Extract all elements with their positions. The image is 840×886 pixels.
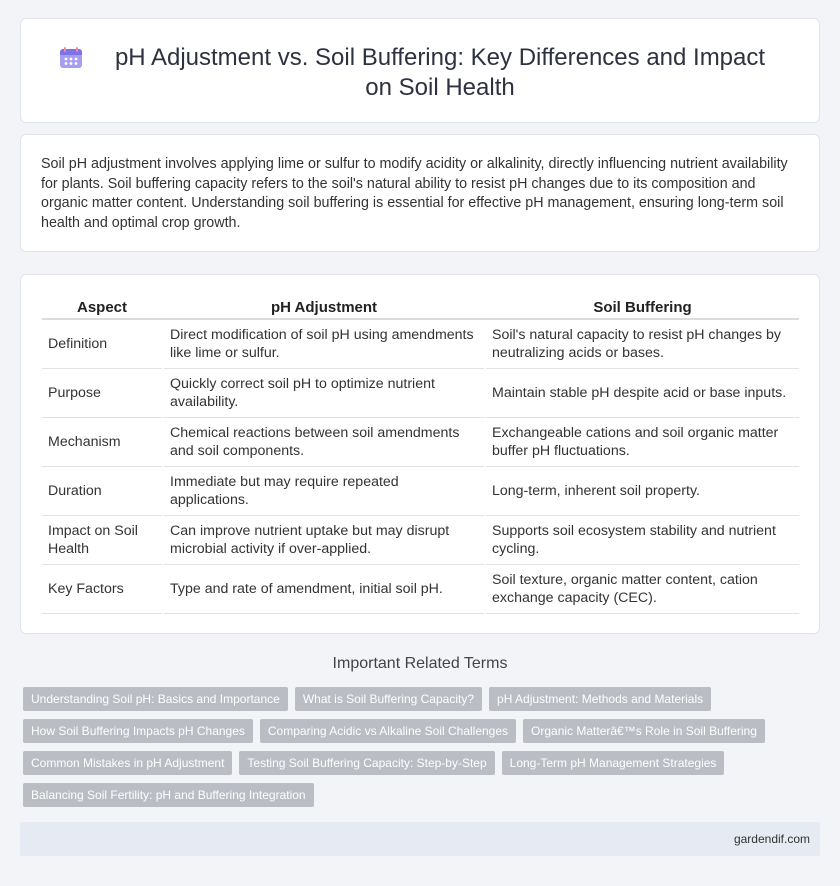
related-terms-heading: Important Related Terms <box>332 655 508 672</box>
table-row <box>42 319 799 369</box>
related-term-link[interactable]: Comparing Acidic vs Alkaline Soil Challenges <box>260 719 516 743</box>
row-aspect: Duration <box>42 467 163 516</box>
table-row <box>42 565 799 614</box>
row-ph-adjustment: Chemical reactions between soil amendments and soil components. <box>163 418 485 467</box>
comparison-table <box>42 297 799 614</box>
page-title: pH Adjustment vs. Soil Buffering: Key Differences and Impact on Soil Health <box>114 44 766 101</box>
related-term-link[interactable]: Understanding Soil pH: Basics and Importance <box>23 687 288 711</box>
related-term-link[interactable]: What is Soil Buffering Capacity? <box>295 687 482 711</box>
header-aspect: Aspect <box>42 297 163 319</box>
row-soil-buffering: Soil's natural capacity to resist pH changes by neutralizing acids or bases. <box>485 319 799 369</box>
comparison-table-card <box>20 274 820 634</box>
row-soil-buffering: Maintain stable pH despite acid or base inputs. <box>485 369 799 418</box>
related-term-link[interactable]: Testing Soil Buffering Capacity: Step-by-Step <box>239 751 494 775</box>
related-term-link[interactable]: pH Adjustment: Methods and Materials <box>489 687 711 711</box>
header-soil-buffering: Soil Buffering <box>485 297 799 319</box>
title-card <box>20 18 820 123</box>
row-ph-adjustment: Immediate but may require repeated applications. <box>163 467 485 516</box>
footer <box>20 822 820 856</box>
table-row <box>42 418 799 467</box>
table-row <box>42 467 799 516</box>
row-ph-adjustment: Quickly correct soil pH to optimize nutrient availability. <box>163 369 485 418</box>
row-ph-adjustment: Direct modification of soil pH using amendments like lime or sulfur. <box>163 319 485 369</box>
table-row <box>42 516 799 565</box>
related-term-link[interactable]: How Soil Buffering Impacts pH Changes <box>23 719 253 743</box>
related-term-link[interactable]: Organic Matterâ€™s Role in Soil Buffering <box>523 719 765 743</box>
row-aspect: Key Factors <box>42 565 163 614</box>
row-soil-buffering: Exchangeable cations and soil organic matter buffer pH fluctuations. <box>485 418 799 467</box>
related-term-link[interactable]: Balancing Soil Fertility: pH and Buffering Integration <box>23 783 314 807</box>
related-terms-list <box>23 687 803 807</box>
row-aspect: Purpose <box>42 369 163 418</box>
row-soil-buffering: Soil texture, organic matter content, cation exchange capacity (CEC). <box>485 565 799 614</box>
row-soil-buffering: Supports soil ecosystem stability and nutrient cycling. <box>485 516 799 565</box>
row-ph-adjustment: Type and rate of amendment, initial soil pH. <box>163 565 485 614</box>
table-header-row <box>42 297 799 319</box>
intro-card <box>20 134 820 252</box>
site-name[interactable]: gardendif.com <box>733 832 810 846</box>
header-ph-adjustment: pH Adjustment <box>163 297 485 319</box>
related-term-link[interactable]: Long-Term pH Management Strategies <box>502 751 725 775</box>
row-aspect: Mechanism <box>42 418 163 467</box>
row-aspect: Definition <box>42 319 163 369</box>
row-soil-buffering: Long-term, inherent soil property. <box>485 467 799 516</box>
table-row <box>42 369 799 418</box>
related-term-link[interactable]: Common Mistakes in pH Adjustment <box>23 751 232 775</box>
row-aspect: Impact on Soil Health <box>42 516 163 565</box>
row-ph-adjustment: Can improve nutrient uptake but may disrupt microbial activity if over-applied. <box>163 516 485 565</box>
intro-paragraph: Soil pH adjustment involves applying lime or sulfur to modify acidity or alkalinity, directly influencing nutrient availability for plants. Soil buffering capacity refers to the soil's natural ability to resist pH changes due to its composition and organic matter content. Understanding soil buffering is essential for effective pH management, ensuring long-term soil health and optimal crop growth. <box>41 156 788 231</box>
